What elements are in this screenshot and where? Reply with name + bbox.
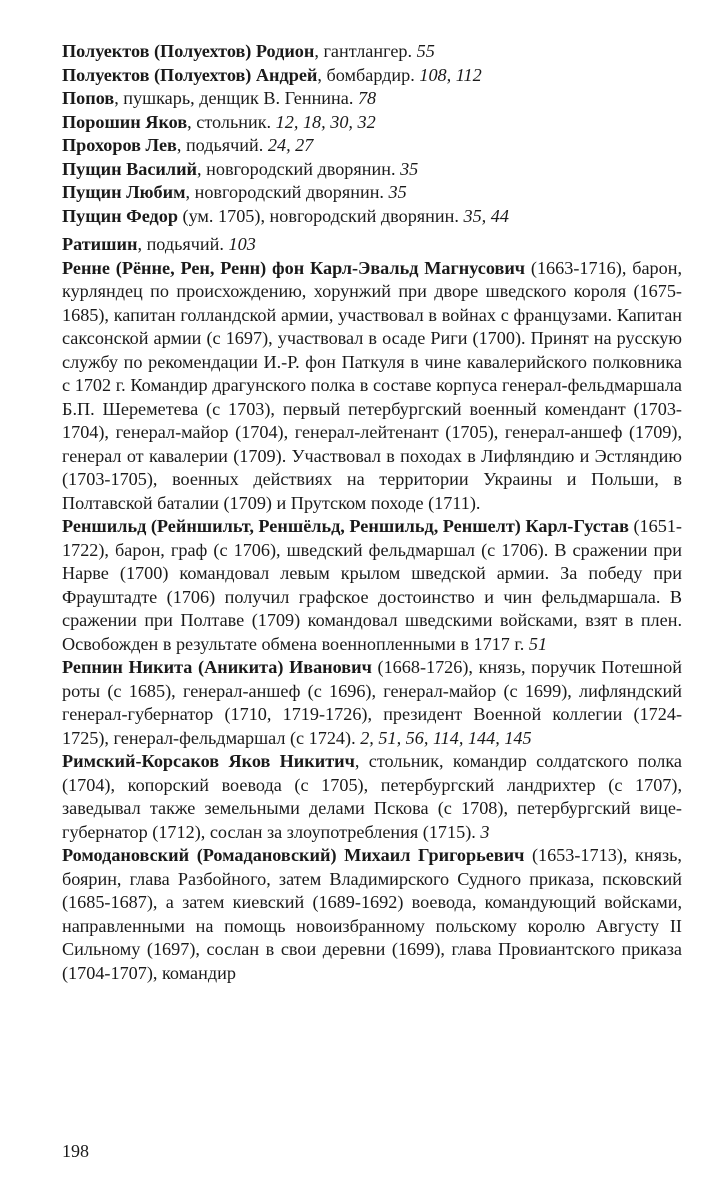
entry-text: , пушкарь, денщик В. Геннина. xyxy=(114,88,358,108)
entry-name: Пущин Федор xyxy=(62,205,178,226)
entry-text: , подьячий. xyxy=(176,135,268,155)
entry-name: Римский-Корсаков Яков Никитич xyxy=(62,751,355,771)
entry-name: Прохоров Лев xyxy=(62,135,177,155)
entry-name: Пущин Любим xyxy=(62,182,186,202)
index-entry xyxy=(62,87,682,111)
entry-pages: 24, 27 xyxy=(267,135,314,155)
entry-text: (ум. 1705), новгородский дворянин. xyxy=(177,205,464,226)
index-entry xyxy=(62,181,682,205)
index-entry xyxy=(62,257,682,516)
index-entry xyxy=(62,656,682,750)
entry-name: Ренне (Рённе, Рен, Ренн) фон Карл-Эвальд Магнусович xyxy=(62,257,526,278)
index-entry xyxy=(62,750,682,844)
entry-text: (1653-1713), князь, боярин, глава Разбойного, затем Владимирского Судного приказа, псковский (1685-1687), а затем киевский (1689-1692) воевода, командующий войсками, направленными на помощь новоизбранному польскому королю Августу II Сильному (1697), сослан в свои деревни (1699), глава Провиантского приказа (1704-1707), командир xyxy=(62,845,682,983)
index-entry xyxy=(62,233,682,257)
entry-pages: 103 xyxy=(228,234,256,254)
entry-pages: 108, 112 xyxy=(419,64,482,85)
index-entry xyxy=(62,515,682,656)
index-entry xyxy=(62,111,682,135)
entry-pages: 35 xyxy=(388,182,407,202)
entry-pages: 55 xyxy=(416,41,435,61)
entry-pages: 51 xyxy=(528,633,548,654)
entry-pages: 35, 44 xyxy=(463,205,509,226)
entry-name: Реншильд (Рейншильт, Реншёльд, Реншильд, Реншелт) Карл-Густав xyxy=(62,516,629,536)
entry-name: Ромодановский (Ромадановский) Михаил Григорьевич xyxy=(62,845,525,865)
entry-text: (1651-1722), барон, граф (с 1706), шведский фельдмаршал (с 1706). В сражении при Нарве (1700) командовал левым крылом шведской армии. За победу при Фрауштадте (1706) получил графское достоинство и чин фельдмаршала. В сражении при Полтаве (1709) командовал шведскими войсками, взят в плен. Освобожден в результате обмена военнопленными в 1717 г. xyxy=(62,516,682,654)
index-entry xyxy=(62,40,682,64)
entry-text: (1668-1726), князь, поручик Потешной роты (с 1685), генерал-аншеф (с 1696), генерал-майор (с 1699), лифляндский генерал-губернатор (1710, 1719-1726), президент Военной коллегии (1724-1725), генерал-фельдмаршал (с 1724). xyxy=(62,657,682,748)
entry-name: Полуектов (Полуехтов) Родион xyxy=(62,41,315,61)
index-entry xyxy=(62,205,682,229)
entry-name: Ратишин xyxy=(62,234,138,254)
entry-name: Пущин Василий xyxy=(62,158,198,179)
entry-text: , новгородский дворянин. xyxy=(185,182,389,202)
entry-text: , стольник. xyxy=(187,111,276,132)
index-entry xyxy=(62,64,682,88)
page-number: 198 xyxy=(62,1141,89,1161)
entry-pages: 2, 51, 56, 114, 144, 145 xyxy=(360,727,532,748)
index-entry xyxy=(62,844,682,985)
index-entry xyxy=(62,158,682,182)
entry-name: Полуектов (Полуехтов) Андрей xyxy=(62,64,318,85)
entry-text: , новгородский дворянин. xyxy=(197,158,401,179)
entry-text: , стольник, командир солдатского полка (1704), копорский воевода (с 1705), петербургский ландрихтер (с 1707), заведывал также земельными делами Пскова (с 1708), петербургский вице-губернатор (1712), сослан за злоупотребления (1715). xyxy=(62,751,683,842)
entry-text: (1663-1716), барон, курляндец по происхождению, хорунжий при дворе шведского короля (1675-1685), капитан голландской армии, участвовал в войнах с французами. Капитан саксонской армии (с 1697), участвовал в осаде Риги (1700). Принят на русскую службу по рекомендации И.-Р. фон Паткуля в чине кавалерийского полковника с 1702 г. Командир драгунского полка в составе корпуса генерал-фельдмаршала Б.П. Шереметева (с 1703), первый петербургский военный комендант (1703-1704), генерал-майор (1704), генерал-лейтенант (1705), генерал-аншеф (1709), генерал от кавалерии (1709). Участвовал в походах в Лифляндию и Эстляндию (1703-1705), военных действиях на территории Украины и Польши, в Полтавской баталии (1709) и Прутском походе (1711). xyxy=(62,257,683,513)
entry-text: , подьячий. xyxy=(137,234,229,254)
entry-text: , бомбардир. xyxy=(317,64,420,85)
entry-name: Попов xyxy=(62,88,115,108)
index-entries xyxy=(62,40,682,985)
entry-pages: 12, 18, 30, 32 xyxy=(275,111,376,132)
entry-pages: 35 xyxy=(400,158,419,179)
entry-name: Репнин Никита (Аникита) Иванович xyxy=(62,657,372,677)
entry-pages: 3 xyxy=(480,821,490,842)
entry-name: Порошин Яков xyxy=(62,111,188,132)
entry-pages: 78 xyxy=(357,88,377,108)
index-entry xyxy=(62,134,682,158)
entry-text: , гантлангер. xyxy=(314,41,417,61)
